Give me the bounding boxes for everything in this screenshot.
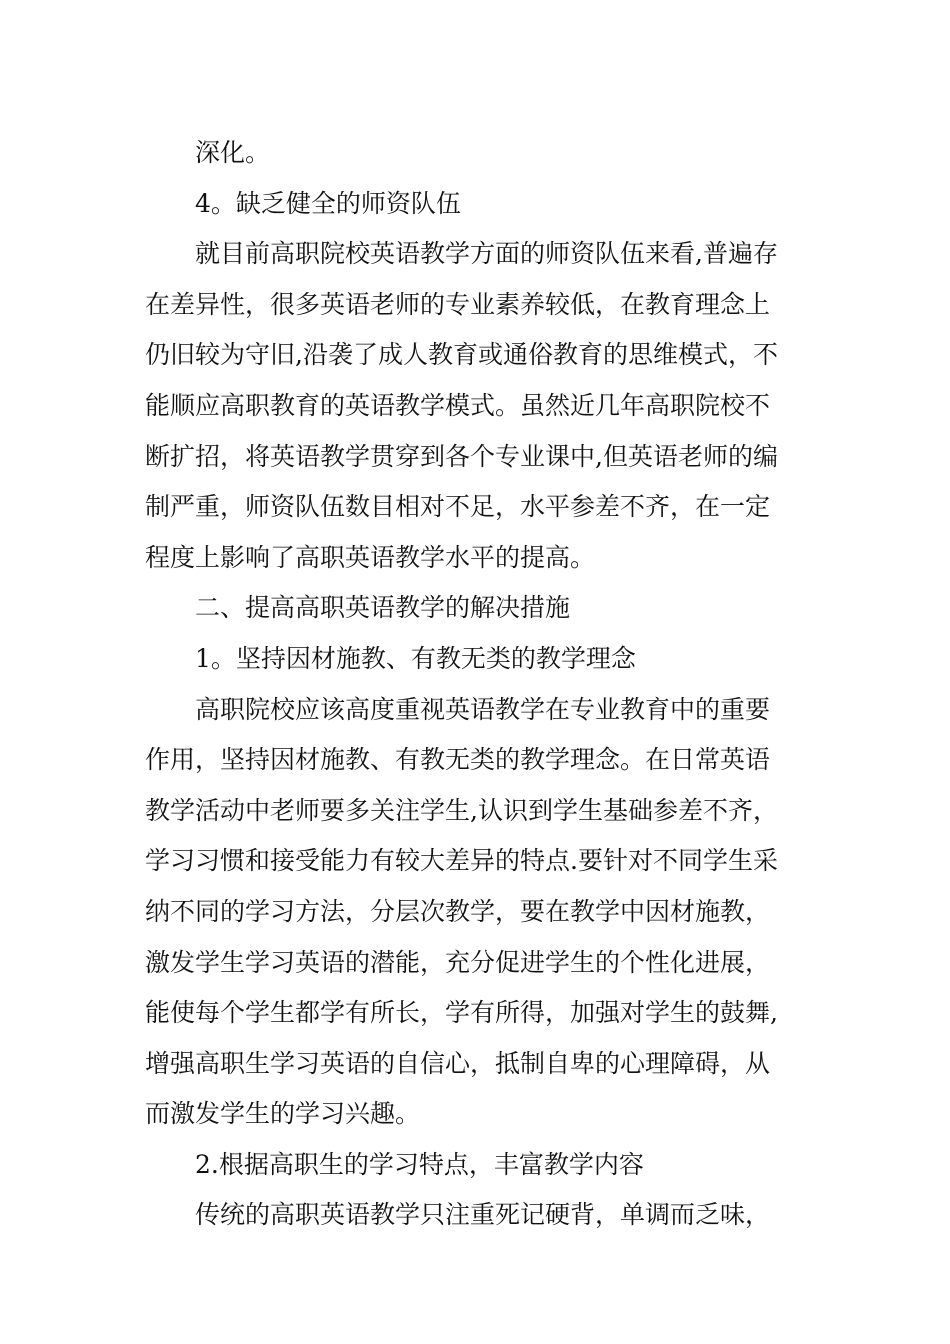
document-body	[145, 128, 795, 1241]
text-line: 作用，坚持因材施教、有教无类的教学理念。在日常英语	[145, 745, 771, 775]
text-line: 能顺应高职教育的英语教学模式。虽然近几年高职院校不	[145, 390, 771, 420]
text-line: 传统的高职英语教学只注重死记硬背，单调而乏味，	[195, 1200, 771, 1230]
text-line: 制严重，师资队伍数目相对不足，水平参差不齐，在一定	[145, 492, 771, 522]
text-line: 激发学生学习英语的潜能，充分促进学生的个性化进展，	[145, 947, 771, 977]
text-line: 程度上影响了高职英语教学水平的提高。	[145, 542, 596, 572]
text-line: 能使每个学生都学有所长，学有所得，加强对学生的鼓舞,	[145, 998, 778, 1028]
text-line: 高职院校应该高度重视英语教学在专业教育中的重要	[195, 694, 771, 724]
text-line: 仍旧较为守旧,沿袭了成人教育或通俗教育的思维模式，不	[145, 340, 778, 370]
section-heading: 2.根据高职生的学习特点，丰富教学内容	[195, 1149, 644, 1179]
text-line: 纳不同的学习方法，分层次教学，要在教学中因材施教，	[145, 896, 771, 926]
section-heading: 1。坚持因材施教、有教无类的教学理念	[195, 643, 636, 673]
text-line: 就目前高职院校英语教学方面的师资队伍来看,普遍存	[195, 239, 778, 269]
text-line: 深化。	[195, 138, 271, 167]
text-line: 在差异性，很多英语老师的专业素养较低，在教育理念上	[145, 289, 771, 319]
text-line: 而激发学生的学习兴趣。	[145, 1099, 421, 1129]
text-line: 教学活动中老师要多关注学生,认识到学生基础参差不齐，	[145, 795, 778, 825]
text-line: 增强高职生学习英语的自信心，抵制自卑的心理障碍，从	[145, 1048, 771, 1078]
text-line: 断扩招，将英语教学贯穿到各个专业课中,但英语老师的编	[145, 441, 778, 471]
section-heading: 4。缺乏健全的师资队伍	[195, 188, 461, 218]
text-line: 学习习惯和接受能力有较大差异的特点.要针对不同学生采	[145, 846, 778, 876]
section-heading: 二、提高高职英语教学的解决措施	[195, 593, 571, 623]
